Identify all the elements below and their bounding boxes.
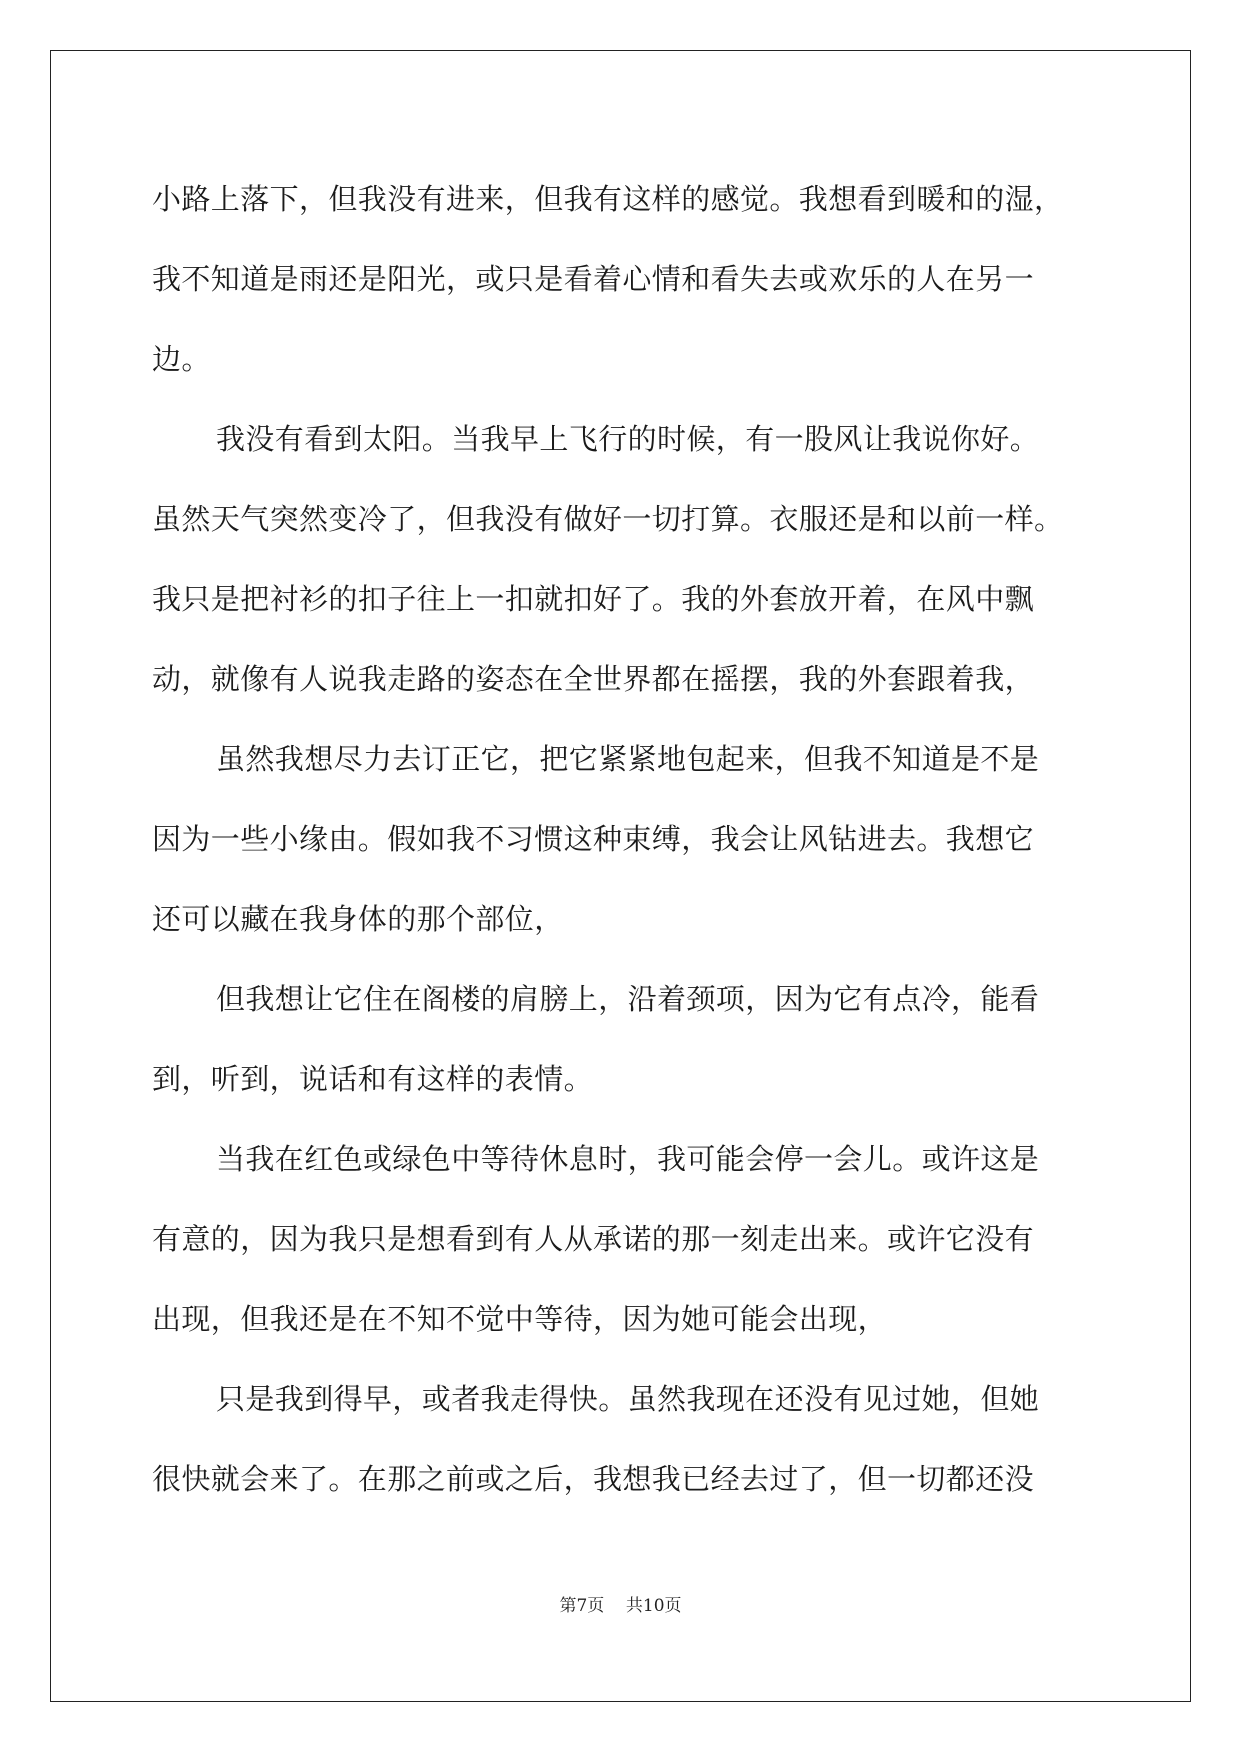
- text-line: 还可以藏在我身体的那个部位，: [152, 902, 564, 936]
- paragraph: [152, 1359, 1094, 1519]
- text-line: 我只是把衬衫的扣子往上一扣就扣好了。我的外套放开着，在风中飘: [152, 582, 1035, 616]
- text-line: 但我想让它住在阁楼的肩膀上，沿着颈项，因为它有点冷，能看: [216, 982, 1040, 1016]
- paragraph: [152, 159, 1094, 399]
- document-body: [152, 159, 1094, 1519]
- text-line: 有意的，因为我只是想看到有人从承诺的那一刻走出来。或许它没有: [152, 1222, 1035, 1256]
- text-line: 到，听到，说话和有这样的表情。: [152, 1062, 594, 1096]
- text-line: 虽然天气突然变冷了，但我没有做好一切打算。衣服还是和以前一样。: [152, 502, 1064, 536]
- text-line: 边。: [152, 342, 211, 376]
- paragraph: [152, 719, 1094, 959]
- paragraph: [152, 399, 1094, 719]
- text-line: 当我在红色或绿色中等待休息时，我可能会停一会儿。或许这是: [216, 1142, 1040, 1176]
- text-line: 很快就会来了。在那之前或之后，我想我已经去过了，但一切都还没: [152, 1462, 1035, 1496]
- page-footer: 第7页 共10页: [559, 1596, 682, 1616]
- text-line: 小路上落下，但我没有进来，但我有这样的感觉。我想看到暖和的湿，: [152, 182, 1064, 216]
- text-line: 虽然我想尽力去订正它，把它紧紧地包起来，但我不知道是不是: [216, 742, 1040, 776]
- text-line: 动，就像有人说我走路的姿态在全世界都在摇摆，我的外套跟着我，: [152, 662, 1035, 696]
- text-line: 出现，但我还是在不知不觉中等待，因为她可能会出现，: [152, 1302, 888, 1336]
- text-line: 我不知道是雨还是阳光，或只是看着心情和看失去或欢乐的人在另一: [152, 262, 1035, 296]
- text-line: 我没有看到太阳。当我早上飞行的时候，有一股风让我说你好。: [216, 422, 1040, 456]
- paragraph: [152, 959, 1094, 1119]
- text-line: 只是我到得早，或者我走得快。虽然我现在还没有见过她，但她: [216, 1382, 1040, 1416]
- text-line: 因为一些小缘由。假如我不习惯这种束缚，我会让风钻进去。我想它: [152, 822, 1035, 856]
- paragraph: [152, 1119, 1094, 1359]
